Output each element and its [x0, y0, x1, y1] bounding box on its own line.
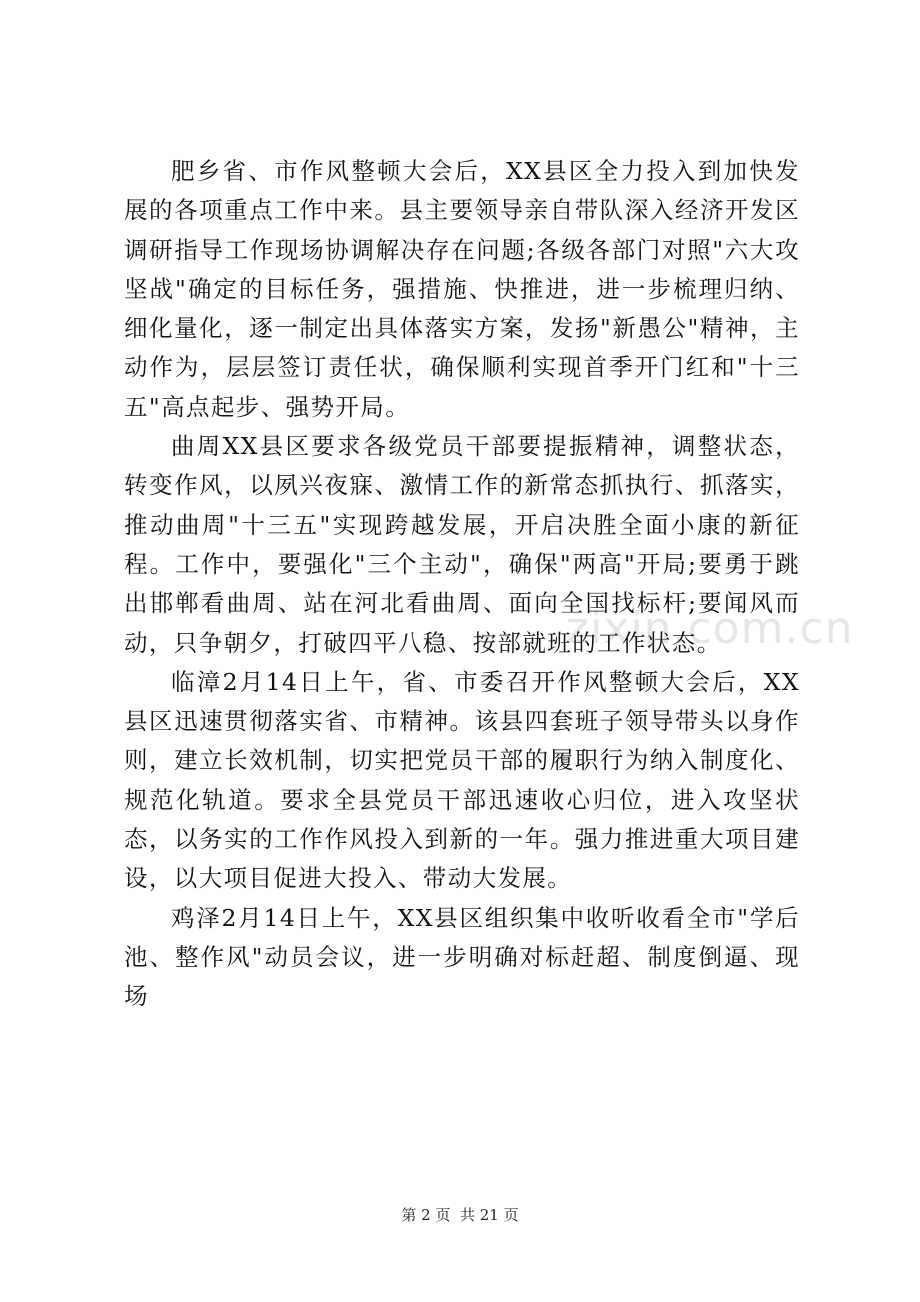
watermark: zixin.com.cn [566, 603, 854, 654]
page-number-footer: 第 2 页 共 21 页 [401, 1206, 519, 1224]
paragraph-feixiang: 肥乡省、市作风整顿大会后，XX县区全力投入到加快发展的各项重点工作中来。县主要领导亲自带队深入经济开发区调研指导工作现场协调解决存在问题;各级各部门对照"六大攻坚战"确定的目标任务，强措施、快推进，进一步梳理归纳、细化量化，逐一制定出具体落实方案，发扬"新愚公"精神，主动作为，层层签订责任状，确保顺利实现首季开门红和"十三五"高点起步、强势开局。 [124, 157, 800, 421]
body-text [124, 152, 800, 1017]
paragraph-quzhou: 曲周XX县区要求各级党员干部要提振精神，调整状态，转变作风，以夙兴夜寐、激情工作的新常态抓执行、抓落实，推动曲周"十三五"实现跨越发展，开启决胜全面小康的新征程。工作中，要强化"三个主动"，确保"两高"开局;要勇于跳出邯郸看曲周、站在河北看曲周、面向全国找标杆;要闻风而动，只争朝夕，打破四平八稳、按部就班的工作状态。 [124, 432, 800, 657]
paragraph-linzhang: 临漳2月14日上午，省、市委召开作风整顿大会后，XX县区迅速贯彻落实省、市精神。该县四套班子领导带头以身作则，建立长效机制，切实把党员干部的履职行为纳入制度化、规范化轨道。要求全县党员干部迅速收心归位，进入攻坚状态，以务实的工作作风投入到新的一年。强力推进重大项目建设，以大项目促进大投入、带动大发展。 [124, 667, 800, 893]
paragraph-jize: 鸡泽2月14日上午，XX县区组织集中收听收看全市"学后池、整作风"动员会议，进一步明确对标赶超、制度倒逼、现场 [124, 903, 800, 1011]
